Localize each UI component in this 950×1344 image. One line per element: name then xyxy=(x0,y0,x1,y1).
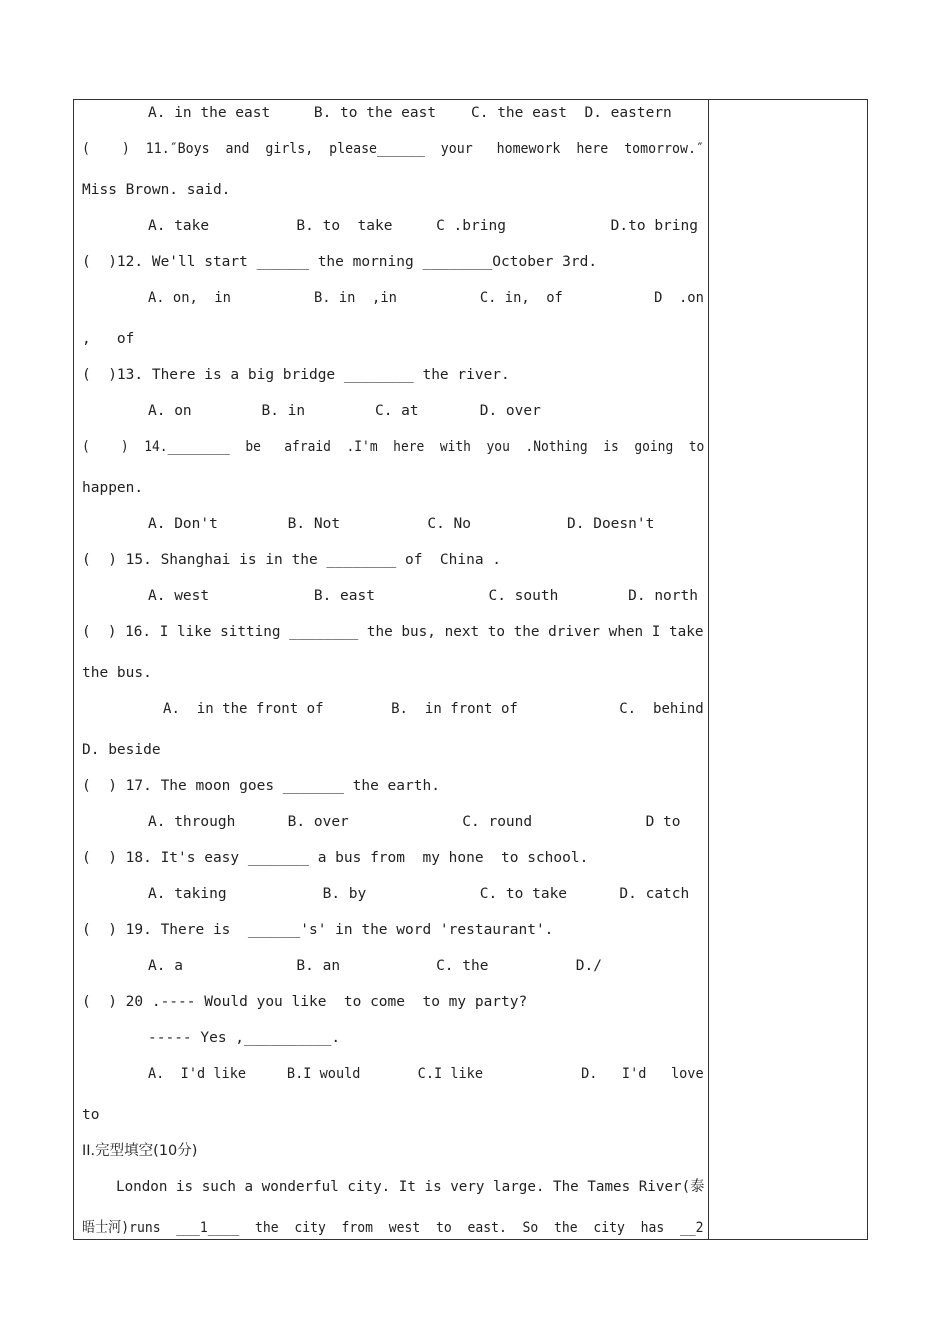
section-heading: II.完型填空(10分) xyxy=(82,1143,198,1159)
q11-options: A. take B. to take C .bring D.to bring xyxy=(148,218,698,234)
q17-options: A. through B. over C. round D to xyxy=(148,814,681,830)
q19-options: A. a B. an C. the D./ xyxy=(148,958,602,974)
q10-options: A. in the east B. to the east C. the east D. eastern xyxy=(148,105,672,121)
q20-stem: ( ) 20 .---- Would you like to come to my party? xyxy=(82,994,528,1010)
passage-line-1: London is such a wonderful city. It is very large. The Tames River(泰 xyxy=(116,1179,705,1195)
q15-options: A. west B. east C. south D. north xyxy=(148,588,698,604)
q14-stem: ( ) 14.________ be afraid .I'm here with you .Nothing is going to xyxy=(82,439,705,455)
q13-options: A. on B. in C. at D. over xyxy=(148,403,541,419)
table-column-divider xyxy=(708,99,709,1240)
q17-stem: ( ) 17. The moon goes _______ the earth. xyxy=(82,778,440,794)
q15-stem: ( ) 15. Shanghai is in the ________ of China . xyxy=(82,552,502,568)
q18-options: A. taking B. by C. to take D. catch xyxy=(148,886,690,902)
q11-stem: ( ) 11.″Boys and girls, please______ your homework here tomorrow.″ xyxy=(82,141,704,157)
q18-stem: ( ) 18. It's easy _______ a bus from my hone to school. xyxy=(82,850,589,866)
passage-line-2: 晤士河)runs ___1____ the city from west to east. So the city has __2 xyxy=(82,1220,704,1236)
q16-stem-cont: the bus. xyxy=(82,665,152,681)
q12-options: A. on, in B. in ,in C. in, of D .on xyxy=(148,290,704,306)
q14-options: A. Don't B. Not C. No D. Doesn't xyxy=(148,516,655,532)
q12-options-cont: , of xyxy=(82,331,135,347)
q20-reply: ----- Yes ,__________. xyxy=(148,1030,341,1046)
q20-options: A. I'd like B.I would C.I like D. I'd love xyxy=(148,1066,704,1082)
q16-options-cont: D. beside xyxy=(82,742,161,758)
q19-stem: ( ) 19. There is ______'s' in the word 'restaurant'. xyxy=(82,922,554,938)
q16-stem: ( ) 16. I like sitting ________ the bus, next to the driver when I take xyxy=(82,624,704,640)
q12-stem: ( )12. We'll start ______ the morning ________October 3rd. xyxy=(82,254,598,270)
q14-stem-cont: happen. xyxy=(82,480,144,496)
q13-stem: ( )13. There is a big bridge ________ the river. xyxy=(82,367,510,383)
q16-options: A. in the front of B. in front of C. behind xyxy=(163,701,704,717)
q20-options-cont: to xyxy=(82,1107,100,1123)
q11-stem-cont: Miss Brown. said. xyxy=(82,182,231,198)
